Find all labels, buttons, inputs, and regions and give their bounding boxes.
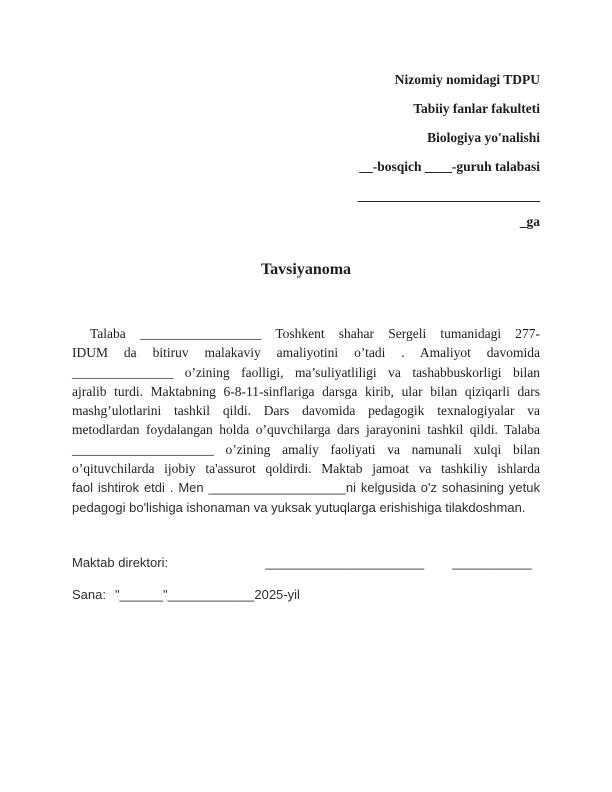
body-line: _____________________ o’zining amaliy faoliyati va namunali xulqi bilan xyxy=(72,441,540,457)
body-line: _______________ o’zining faolligi, ma’suliyatliligi va tashabbuskorligi bilan xyxy=(72,364,540,380)
director-name-blank: ___________ xyxy=(452,554,532,570)
body-line: Talaba __________________ Toshkent shahar Sergeli tumanidagi 277- xyxy=(90,326,540,341)
footer xyxy=(72,553,540,604)
letterhead-university-line: Nizomiy nomidagi TDPU xyxy=(394,72,540,87)
body-line: mashg’ulotlarini tashkil qildi. Dars davomida pedagogik texnalogiyalar va xyxy=(72,403,540,419)
director-signature-row xyxy=(72,553,540,572)
letterhead-ga-suffix: _ga xyxy=(519,214,540,229)
body-line: ajralib turdi. Maktabning 6-8-11-sinflariga darsga kirib, ular bilan qiziqarli dars xyxy=(72,383,540,399)
letterhead xyxy=(72,65,540,233)
director-label: Maktab direktori: xyxy=(72,554,169,570)
body-line: faol ishtirok etdi . Men ___________________ni kelgusida o'z sohasining yetuk xyxy=(72,480,540,496)
letterhead-name-blank-line: ___________________________ xyxy=(357,188,540,203)
date-row xyxy=(72,585,540,604)
date-label: Sana: xyxy=(72,586,106,602)
body-line: pedagogi bo'lishiga ishonaman va yuksak yutuqlarga erishishiga tilakdoshman. xyxy=(72,499,526,515)
director-signature-blank: ______________________ xyxy=(265,554,425,570)
body-paragraph xyxy=(72,324,540,517)
letterhead-faculty-line: Tabiiy fanlar fakulteti xyxy=(413,101,540,116)
body-line: IDUM da bitiruv malakaviy amaliyotini o’tadi . Amaliyot davomida xyxy=(72,345,540,361)
body-line: o’qituvchilarda ijobiy ta'assurot qoldirdi. Maktab jamoat va tashkiliy ishlarda xyxy=(72,461,540,477)
body-line: metodlardan foydalangan holda o’quvchilarga dars jarayonini tashkil qildi. Talaba xyxy=(72,422,540,438)
document-title: Tavsiyanoma xyxy=(260,261,352,278)
letterhead-course-group-line: __-bosqich ____-guruh talabasi xyxy=(359,159,540,174)
date-blank: "______"____________2025-yil xyxy=(114,586,300,602)
letterhead-major-line: Biologiya yo'nalishi xyxy=(427,130,540,145)
